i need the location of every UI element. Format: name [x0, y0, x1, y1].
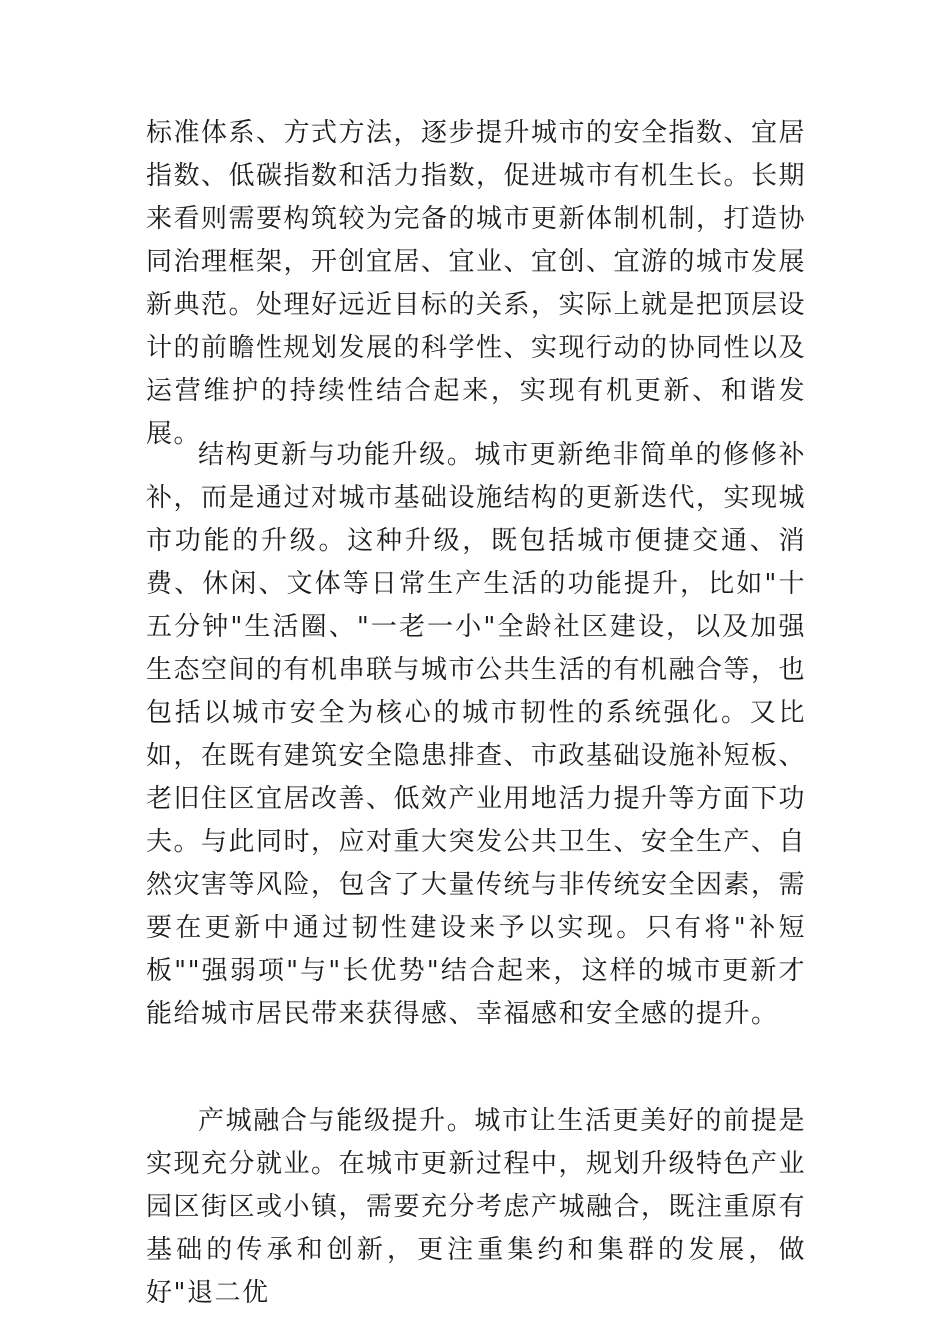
paragraph-continuation: [146, 112, 806, 456]
paragraph-structure-update: [146, 434, 806, 1036]
paragraph-text: 标准体系、方式方法，逐步提升城市的安全指数、宜居指数、低碳指数和活力指数，促进城市有机生长。长期来看则需要构筑较为完备的城市更新体制机制，打造协同治理框架，开创宜居、宜业、宜创、宜游的城市发展新典范。处理好远近目标的关系，实际上就是把顶层设计的前瞻性规划发展的科学性、实现行动的协同性以及运营维护的持续性结合起来，实现有机更新、和谐发展。: [146, 118, 807, 449]
paragraph-text: 结构更新与功能升级。城市更新绝非简单的修修补补，而是通过对城市基础设施结构的更新迭代，实现城市功能的升级。这种升级，既包括城市便捷交通、消费、休闲、文体等日常生产生活的功能提升，比如"十五分钟"生活圈、"一老一小"全龄社区建设，以及加强生态空间的有机串联与城市公共生活的有机融合等，也包括以城市安全为核心的城市韧性的系统强化。又比如，在既有建筑安全隐患排查、市政基础设施补短板、老旧住区宜居改善、低效产业用地活力提升等方面下功夫。与此同时，应对重大突发公共卫生、安全生产、自然灾害等风险，包含了大量传统与非传统安全因素，需要在更新中通过韧性建设来予以实现。只有将"补短板""强弱项"与"长优势"结合起来，这样的城市更新才能给城市居民带来获得感、幸福感和安全感的提升。: [146, 440, 807, 1029]
paragraph-industry-city: [146, 1100, 806, 1315]
paragraph-text: 产城融合与能级提升。城市让生活更美好的前提是实现充分就业。在城市更新过程中，规划升级特色产业园区街区或小镇，需要充分考虑产城融合，既注重原有基础的传承和创新，更注重集约和集群的发展，做好"退二优: [146, 1106, 807, 1308]
